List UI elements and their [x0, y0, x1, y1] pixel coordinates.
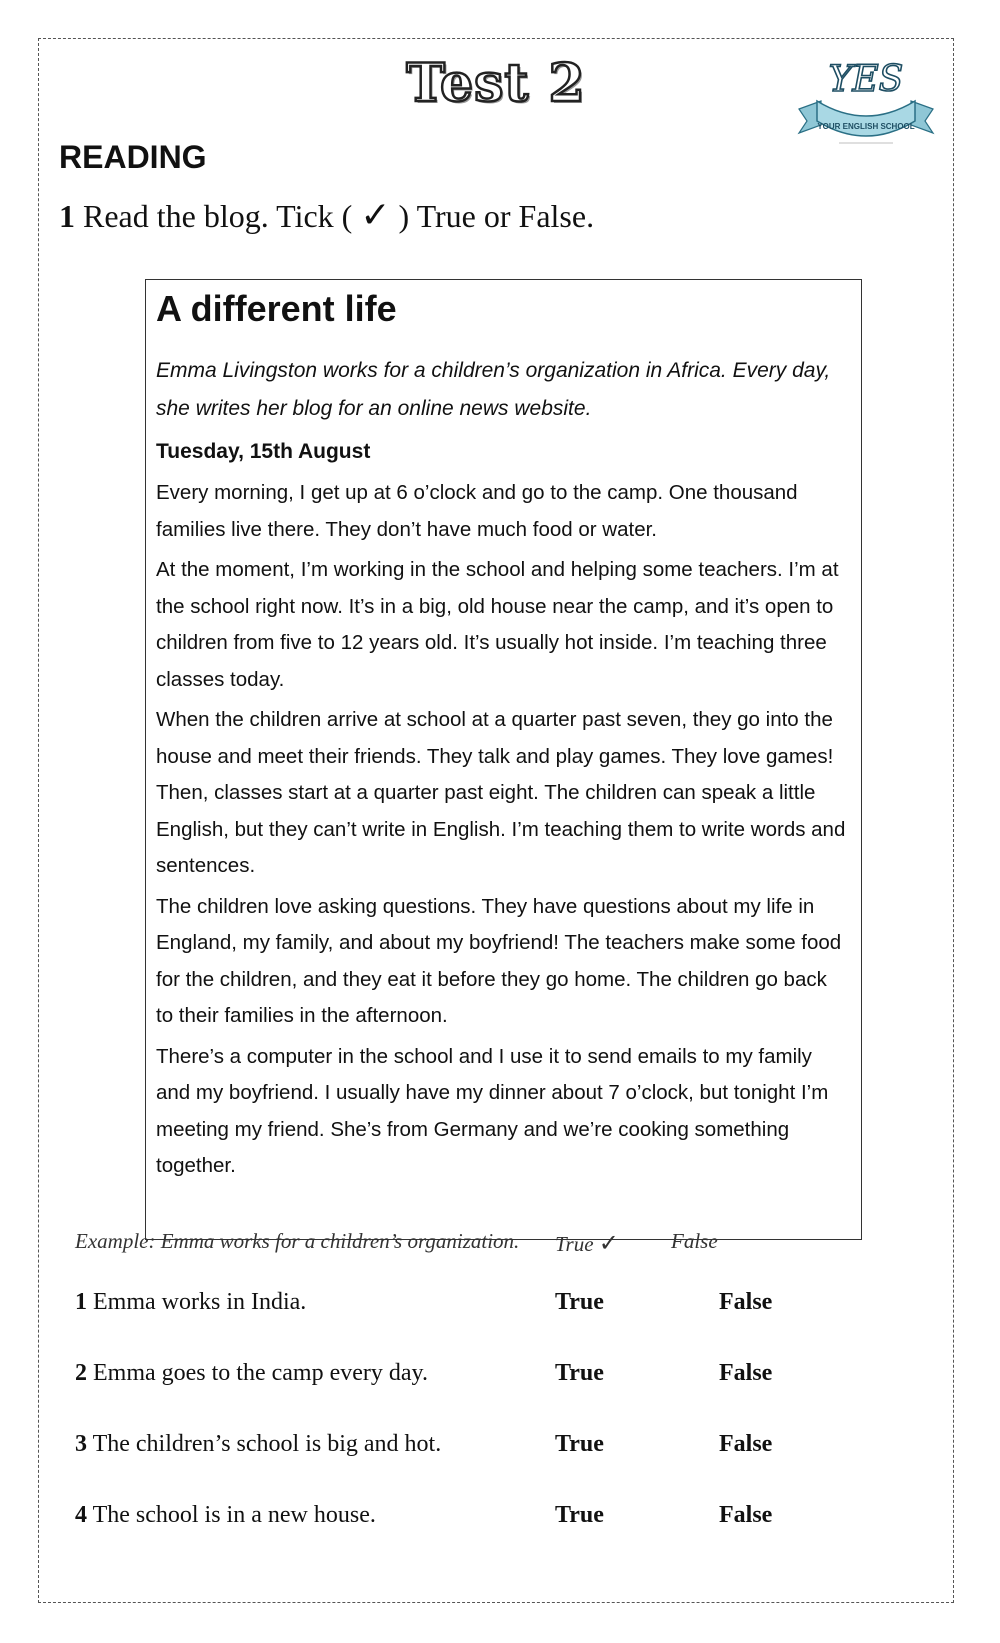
false-option[interactable]: False: [719, 1289, 773, 1315]
tick-icon: ✓: [360, 195, 391, 236]
blog-title: A different life: [156, 288, 397, 329]
instruction-text-start: Read the blog. Tick (: [83, 198, 353, 234]
question-row: [75, 1502, 935, 1529]
logo-text: YES: [828, 59, 904, 100]
question-number: 2: [75, 1360, 87, 1386]
instruction-number: 1: [59, 198, 75, 234]
blog-date: Tuesday, 15th August: [156, 440, 371, 463]
false-option[interactable]: False: [719, 1360, 773, 1386]
true-option[interactable]: True: [555, 1360, 604, 1386]
question-row: [75, 1360, 935, 1387]
question-text: Emma works in India.: [93, 1289, 307, 1315]
blog-paragraph: There’s a computer in the school and I use it to send emails to my family and my boyfriend. I usually have my dinner about 7 o’clock, but tonight I’m meeting my friend. She’s from Germany and we’re cooking something together.: [156, 1044, 829, 1177]
example-true-label: True: [555, 1232, 594, 1256]
instruction-text-end: ) True or False.: [398, 198, 595, 234]
blog-box: [145, 279, 862, 1240]
worksheet: [38, 38, 954, 1603]
question-row: [75, 1431, 935, 1458]
question-number: 1: [75, 1289, 87, 1315]
true-option[interactable]: True: [555, 1502, 604, 1528]
check-icon: ✓: [598, 1229, 619, 1257]
blog-paragraph: When the children arrive at school at a quarter past seven, they go into the house and meet their friends. They talk and play games. They love games! Then, classes start at a quarter past eight. The children can speak a little English, but they can’t write in English. I’m teaching them to write words and sentences.: [156, 708, 846, 877]
school-logo: [791, 51, 941, 151]
question-text: The school is in a new house.: [92, 1502, 376, 1528]
blog-paragraph: The children love asking questions. They have questions about my life in England, my family, and about my boyfriend! The teachers make some food for the children, and they eat it before they go home. The children go back to their families in the afternoon.: [156, 894, 842, 1027]
blog-intro: Emma Livingston works for a children’s organization in Africa. Every day, she writes her blog for an online news website.: [156, 359, 831, 420]
question-text: Emma goes to the camp every day.: [93, 1360, 428, 1386]
example-text: Example: Emma works for a children’s organization.: [75, 1229, 520, 1253]
blog-paragraph: At the moment, I’m working in the school and helping some teachers. I’m at the school right now. It’s in a big, old house near the camp, and it’s open to children from five to 12 years old. It’s usually hot inside. I’m teaching three classes today.: [156, 558, 839, 691]
true-option[interactable]: True: [555, 1431, 604, 1457]
instruction: [59, 195, 594, 236]
question-text: The children’s school is big and hot.: [92, 1431, 442, 1457]
false-option[interactable]: False: [719, 1502, 773, 1528]
blog-paragraph: Every morning, I get up at 6 o’clock and go to the camp. One thousand families live there. They don’t have much food or water.: [156, 481, 798, 541]
question-number: 3: [75, 1431, 87, 1457]
question-number: 4: [75, 1502, 87, 1528]
example-true: [555, 1229, 619, 1257]
example-false-label: False: [671, 1229, 718, 1253]
section-heading: READING: [59, 139, 207, 175]
logo-banner-text: YOUR ENGLISH SCHOOL: [817, 122, 915, 131]
question-row: [75, 1289, 935, 1316]
true-option[interactable]: True: [555, 1289, 604, 1315]
test-title: Test 2: [406, 53, 586, 114]
example-row: [75, 1229, 935, 1257]
false-option[interactable]: False: [719, 1431, 773, 1457]
